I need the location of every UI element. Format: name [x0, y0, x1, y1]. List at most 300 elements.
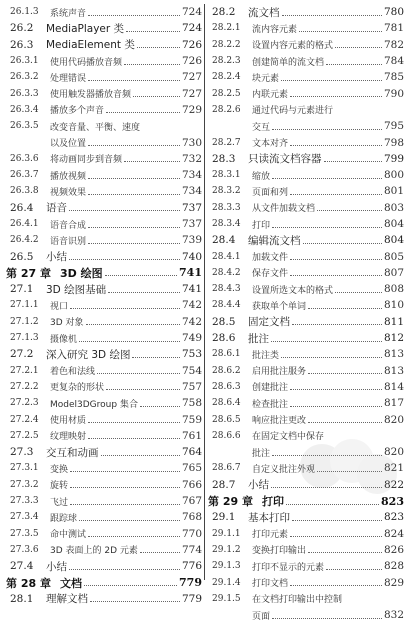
toc-page-number: 804: [383, 218, 404, 230]
toc-entry-title: MediaPlayer 类: [46, 22, 125, 35]
toc-page-number: 813: [383, 348, 404, 361]
toc-dot-leader: [69, 569, 180, 570]
toc-entry-number: 28.2.5: [212, 88, 241, 99]
toc-dot-leader: [70, 308, 180, 309]
toc-subsection-entry: [208, 558, 404, 574]
toc-page-number: 779: [181, 592, 202, 605]
toc-page-number: 741: [181, 283, 202, 296]
toc-page-number: 741: [179, 266, 202, 280]
toc-subsection-entry: [6, 183, 202, 199]
toc-dot-leader: [271, 341, 382, 342]
toc-entry-title: 3D 绘图基础: [46, 283, 107, 296]
toc-dot-leader: [88, 536, 180, 537]
toc-dot-leader: [272, 178, 382, 179]
toc-entry-number: 28.4: [212, 234, 236, 247]
toc-entry-title: 打印: [262, 495, 284, 509]
toc-subsection-entry: [208, 346, 404, 362]
toc-dot-leader: [70, 471, 180, 472]
toc-entry-title: 改变音量、平衡、速度: [50, 122, 141, 133]
toc-page-number: 804: [383, 234, 404, 247]
toc-dot-leader: [272, 455, 382, 456]
toc-entry-title: 自定义批注外观: [252, 464, 316, 475]
toc-entry-number: 28.2.2: [212, 39, 241, 50]
toc-page-number: 813: [383, 364, 404, 377]
toc-entry-number: 27.3: [10, 446, 34, 459]
toc-entry-title: 3D 表面上的 2D 元素: [50, 546, 138, 557]
toc-page-number: 737: [181, 218, 202, 230]
toc-entry-title: 块元素: [252, 73, 280, 84]
toc-chapter-entry: [208, 493, 404, 509]
toc-entry-title: 在固定文档中保存: [252, 432, 325, 443]
toc-subsection-entry: [208, 428, 404, 444]
toc-subsection-entry: [6, 526, 202, 542]
toc-page-number: 726: [181, 55, 202, 68]
toc-entry-number: 27.4: [10, 560, 34, 573]
toc-page-number: 734: [181, 169, 202, 182]
toc-section-entry: [6, 20, 202, 36]
toc-subsection-entry: [6, 542, 202, 558]
toc-subsection-entry: [208, 167, 404, 183]
toc-entry-title: 命中测试: [50, 530, 87, 541]
toc-dot-leader: [106, 389, 180, 390]
toc-page-number: 790: [383, 87, 404, 100]
toc-dot-leader: [317, 471, 382, 472]
toc-entry-number: 28.6.6: [212, 430, 241, 441]
toc-entry-number: 29.1.2: [212, 544, 241, 555]
toc-entry-number: 28.3.1: [212, 170, 241, 181]
toc-entry-title: 响应批注更改: [252, 416, 307, 427]
toc-section-entry: [208, 330, 404, 346]
toc-entry-number: 27.2: [10, 348, 34, 361]
toc-entry-number: 28.4.1: [212, 251, 241, 262]
toc-entry-number: 27.1.3: [10, 333, 39, 344]
toc-entry-number: 26.3.2: [10, 72, 39, 83]
toc-entry-number: 28.6.7: [212, 463, 241, 474]
toc-entry-number: 28.6.2: [212, 365, 241, 376]
toc-page-number: 810: [383, 299, 404, 312]
toc-entry-number: 26.3.6: [10, 153, 39, 164]
toc-entry-title: 加载文件: [252, 253, 289, 264]
toc-entry-title: 使用触发器播放音频: [50, 90, 132, 101]
toc-entry-title: 设置所选文本的格式: [252, 285, 334, 296]
toc-entry-title: 只读流文档容器: [248, 153, 322, 166]
toc-entry-number: 28.4.4: [212, 300, 241, 311]
toc-entry-number: 28.2.3: [212, 56, 241, 67]
toc-dot-leader: [335, 292, 382, 293]
toc-page-number: 766: [181, 478, 202, 491]
toc-page-number: 753: [181, 348, 202, 361]
toc-dot-leader: [88, 438, 180, 439]
toc-section-entry: [6, 444, 202, 460]
toc-page-number: 820: [383, 446, 404, 459]
toc-subsection-entry: [6, 151, 202, 167]
toc-page-number: 749: [181, 332, 202, 345]
toc-dot-leader: [308, 422, 382, 423]
toc-subsection-entry: [208, 216, 404, 232]
toc-page-number: 768: [181, 511, 202, 524]
toc-entry-number: 28.5: [212, 315, 236, 328]
toc-dot-leader: [88, 145, 180, 146]
toc-section-entry: [6, 281, 202, 297]
toc-entry-number: 28.6: [212, 332, 236, 345]
toc-dot-leader: [90, 601, 180, 602]
toc-subsection-entry: [6, 85, 202, 101]
toc-page-number: 822: [383, 478, 404, 491]
toc-subsection-entry: [208, 85, 404, 101]
toc-entry-title: 流内容元素: [252, 24, 298, 35]
toc-entry-title: 小结: [46, 251, 67, 264]
toc-page-number: 782: [383, 38, 404, 51]
toc-entry-title: 播放视频: [50, 171, 87, 182]
toc-entry-number: 第 28 章: [6, 576, 51, 590]
toc-section-entry: [208, 477, 404, 493]
toc-entry-title: 纹理映射: [50, 432, 87, 443]
toc-subsection-entry: [6, 428, 202, 444]
toc-dot-leader: [137, 47, 180, 48]
toc-dot-leader: [282, 15, 382, 16]
toc-entry-title: 将动画同步到音频: [50, 155, 123, 166]
toc-page-number: 737: [181, 201, 202, 214]
toc-entry-number: 29.1: [212, 511, 236, 524]
toc-section-entry: [208, 4, 404, 20]
toc-page-number: 767: [181, 495, 202, 508]
toc-entry-title: 启用批注服务: [252, 367, 307, 378]
toc-page-number: 740: [181, 250, 202, 263]
toc-entry-title: Model3DGroup 集合: [50, 399, 138, 410]
toc-entry-number: 26.3: [10, 38, 34, 51]
toc-entry-number: 26.3.5: [10, 121, 39, 132]
toc-dot-leader: [101, 455, 180, 456]
toc-dot-leader: [326, 569, 382, 570]
toc-page-number: 734: [181, 185, 202, 198]
toc-page-number: 795: [383, 120, 404, 133]
toc-page-number: 729: [181, 103, 202, 116]
toc-dot-leader: [290, 536, 382, 537]
toc-subsection-entry: [208, 37, 404, 53]
toc-entry-title: 固定文档: [248, 316, 290, 329]
toc-entry-title: 理解文档: [46, 593, 88, 606]
toc-entry-title: 语音: [46, 202, 67, 215]
toc-subsection-entry: [208, 53, 404, 69]
toc-dot-leader: [308, 308, 382, 309]
toc-subsection-entry: [6, 493, 202, 509]
toc-dot-leader: [88, 194, 180, 195]
toc-entry-number: 28.4.3: [212, 284, 241, 295]
toc-dot-leader: [88, 227, 180, 228]
toc-entry-title: 交互: [252, 122, 271, 133]
toc-entry-title: 小结: [46, 560, 67, 573]
toc-dot-leader: [272, 618, 382, 619]
toc-section-entry: [6, 200, 202, 216]
toc-dot-leader: [88, 80, 180, 81]
toc-page-number: 820: [383, 413, 404, 426]
toc-entry-number: 27.3.4: [10, 512, 39, 523]
toc-dot-leader: [133, 96, 180, 97]
toc-entry-number: 26.4.1: [10, 219, 39, 229]
toc-entry-title: 飞过: [50, 497, 69, 508]
toc-entry-title: 3D 对象: [50, 318, 84, 329]
toc-dot-leader: [281, 357, 382, 358]
toc-entry-number: 29.1.5: [212, 593, 241, 604]
toc-page-number: 739: [181, 234, 202, 247]
toc-page-number: 823: [383, 511, 404, 524]
toc-dot-leader: [272, 227, 382, 228]
toc-entry-title: 以及位置: [50, 139, 87, 150]
toc-entry-title: 文本对齐: [252, 139, 289, 150]
toc-page-number: 803: [383, 201, 404, 214]
toc-subsection-entry: [208, 118, 404, 134]
toc-subsection-entry: [6, 134, 202, 150]
toc-section-entry: [6, 346, 202, 362]
toc-entry-title: 批注: [252, 448, 271, 459]
toc-subsection-entry: [208, 444, 404, 460]
toc-page-number: 757: [181, 380, 202, 393]
toc-subsection-entry: [6, 509, 202, 525]
toc-entry-number: 28.4.2: [212, 267, 241, 278]
toc-entry-number: 28.3.4: [212, 219, 241, 229]
toc-subsection-entry: [6, 395, 202, 411]
toc-dot-leader: [70, 487, 180, 488]
toc-page-number: 781: [383, 22, 404, 35]
toc-page-number: 829: [383, 576, 404, 589]
toc-entry-title: 语音识别: [50, 236, 87, 247]
toc-entry-title: 打印文档: [252, 579, 289, 590]
toc-entry-title: 页面和列: [252, 187, 289, 198]
toc-dot-leader: [317, 210, 382, 211]
toc-dot-leader: [84, 585, 177, 586]
toc-entry-number: 27.2.1: [10, 365, 39, 376]
toc-entry-title: 摄像机: [50, 334, 78, 345]
toc-page-number: 770: [181, 527, 202, 540]
toc-entry-title: 页面: [252, 611, 271, 622]
toc-section-entry: [208, 314, 404, 330]
toc-page-number: 732: [181, 152, 202, 165]
toc-dot-leader: [290, 145, 382, 146]
toc-section-entry: [6, 248, 202, 264]
toc-entry-number: 27.3.1: [10, 463, 39, 474]
toc-entry-number: 28.2.6: [212, 104, 241, 115]
toc-dot-leader: [79, 520, 180, 521]
toc-dot-leader: [290, 259, 382, 260]
toc-page-number: 779: [179, 576, 202, 590]
toc-entry-number: 26.3.4: [10, 104, 39, 115]
toc-dot-leader: [132, 357, 180, 358]
toc-page-number: 808: [383, 283, 404, 296]
toc-dot-leader: [86, 324, 180, 325]
toc-dot-leader: [271, 487, 382, 488]
toc-dot-leader: [140, 406, 180, 407]
toc-entry-title: 获取单个单词: [252, 301, 307, 312]
toc-dot-leader: [69, 259, 180, 260]
column-divider: [204, 4, 205, 580]
toc-page-number: 742: [181, 315, 202, 328]
toc-entry-title: 语音合成: [50, 220, 87, 231]
toc-entry-number: 28.2.1: [212, 23, 241, 34]
toc-entry-number: 27.2.3: [10, 398, 39, 409]
toc-subsection-entry: [208, 460, 404, 476]
toc-dot-leader: [140, 552, 180, 553]
toc-entry-title: 批注类: [252, 350, 280, 361]
toc-subsection-entry: [208, 281, 404, 297]
toc-page-number: 817: [383, 397, 404, 410]
toc-dot-leader: [69, 210, 180, 211]
toc-dot-leader: [88, 422, 180, 423]
toc-page-number: 785: [383, 71, 404, 84]
toc-dot-leader: [290, 275, 382, 276]
toc-entry-title: 处理错误: [50, 73, 87, 84]
toc-subsection-entry: [208, 200, 404, 216]
toc-page-number: 801: [383, 185, 404, 198]
toc-section-entry: [6, 37, 202, 53]
toc-dot-leader: [299, 31, 382, 32]
toc-entry-number: 28.1: [10, 592, 34, 605]
toc-subsection-entry: [6, 314, 202, 330]
toc-entry-title: 批注: [248, 332, 269, 345]
toc-entry-number: 29.1.4: [212, 577, 241, 588]
toc-entry-number: 26.3.1: [10, 56, 39, 67]
toc-subsection-entry: [6, 118, 202, 134]
toc-entry-number: 第 27 章: [6, 266, 51, 280]
toc-entry-title: MediaElement 类: [46, 39, 135, 52]
toc-subsection-entry: [208, 363, 404, 379]
toc-dot-leader: [108, 292, 180, 293]
toc-dot-leader: [124, 161, 180, 162]
toc-entry-number: 26.5: [10, 250, 34, 263]
toc-page-number: 823: [381, 494, 404, 508]
toc-section-entry: [208, 509, 404, 525]
toc-entry-title: 从文件加载文档: [252, 204, 316, 215]
toc-dot-leader: [290, 585, 382, 586]
toc-dot-leader: [124, 64, 180, 65]
toc-dot-leader: [292, 324, 382, 325]
toc-subsection-entry: [6, 330, 202, 346]
toc-entry-title: 播放多个声音: [50, 106, 105, 117]
toc-subsection-entry: [208, 574, 404, 590]
toc-chapter-entry: [6, 574, 202, 590]
toc-subsection-entry: [208, 379, 404, 395]
toc-subsection-entry: [208, 20, 404, 36]
toc-page-number: 724: [181, 6, 202, 19]
toc-entry-number: 28.6.5: [212, 414, 241, 425]
toc-subsection-entry: [6, 69, 202, 85]
toc-page-number: 800: [383, 169, 404, 182]
toc-entry-number: 28.6.1: [212, 349, 241, 360]
toc-dot-leader: [97, 373, 180, 374]
toc-dot-leader: [105, 275, 177, 276]
toc-subsection-entry: [6, 232, 202, 248]
toc-entry-number: 28.2.7: [212, 137, 241, 148]
toc-subsection-entry: [6, 4, 202, 20]
toc-entry-number: 29.1.3: [212, 561, 241, 572]
toc-dot-leader: [326, 64, 382, 65]
toc-entry-title: 深入研究 3D 绘图: [46, 348, 131, 361]
toc-entry-number: 29.1.1: [212, 528, 241, 539]
toc-entry-number: 26.4: [10, 201, 34, 214]
toc-entry-title: 打印元素: [252, 530, 289, 541]
toc-entry-number: 27.1: [10, 283, 34, 296]
toc-entry-number: 28.2.4: [212, 72, 241, 83]
toc-page-number: 776: [181, 560, 202, 573]
toc-subsection-entry: [208, 69, 404, 85]
toc-chapter-entry: [6, 265, 202, 281]
toc-dot-leader: [88, 243, 180, 244]
toc-entry-title: 缩放: [252, 171, 271, 182]
toc-subsection-entry: [208, 591, 404, 607]
toc-entry-number: 27.3.5: [10, 528, 39, 539]
toc-page-number: 824: [383, 527, 404, 540]
toc-page-number: 774: [181, 543, 202, 556]
toc-dot-leader: [106, 112, 180, 113]
toc-entry-title: 基本打印: [248, 511, 290, 524]
toc-page-number: 798: [383, 136, 404, 149]
toc-entry-number: 27.1.2: [10, 316, 39, 327]
toc-entry-number: 28.3.3: [212, 202, 241, 213]
toc-entry-title: 编辑流文档: [248, 234, 301, 247]
toc-entry-number: 26.3.7: [10, 170, 39, 181]
toc-entry-title: 文档: [60, 576, 82, 590]
toc-entry-title: 交互和动画: [46, 446, 99, 459]
toc-entry-number: 28.6.3: [212, 381, 241, 392]
toc-subsection-entry: [208, 411, 404, 427]
toc-page-number: 812: [383, 332, 404, 345]
toc-entry-title: 跟踪球: [50, 513, 78, 524]
toc-entry-title: 使用代码播放音频: [50, 57, 123, 68]
toc-left-column: [6, 4, 202, 607]
toc-dot-leader: [308, 552, 382, 553]
toc-subsection-entry: [6, 216, 202, 232]
toc-entry-title: 保存文件: [252, 269, 289, 280]
toc-dot-leader: [272, 129, 382, 130]
toc-entry-title: 3D 绘图: [60, 266, 103, 280]
toc-entry-number: 27.2.4: [10, 414, 39, 425]
toc-entry-number: 28.3.2: [212, 186, 241, 197]
toc-page-number: 821: [383, 462, 404, 475]
toc-page-number: 727: [181, 71, 202, 84]
toc-entry-title: 打印不显示的元素: [252, 562, 325, 573]
toc-subsection-entry: [208, 265, 404, 281]
toc-entry-number: 26.3.3: [10, 88, 39, 99]
toc-entry-number: 26.1.3: [10, 7, 39, 18]
toc-page-number: 805: [383, 250, 404, 263]
toc-dot-leader: [290, 389, 382, 390]
toc-section-entry: [6, 558, 202, 574]
toc-entry-number: 26.2: [10, 22, 34, 35]
toc-subsection-entry: [6, 411, 202, 427]
toc-page-number: 730: [181, 136, 202, 149]
toc-entry-title: 流文档: [248, 6, 280, 19]
toc-page-number: 780: [383, 6, 404, 19]
toc-subsection-entry: [208, 395, 404, 411]
toc-dot-leader: [290, 406, 382, 407]
toc-subsection-entry: [208, 183, 404, 199]
toc-entry-number: 28.6.4: [212, 398, 241, 409]
toc-entry-title: 设置内容元素的格式: [252, 41, 334, 52]
toc-page-number: 758: [181, 397, 202, 410]
toc-subsection-entry: [208, 134, 404, 150]
toc-page-number: 742: [181, 299, 202, 312]
toc-page-number: 727: [181, 87, 202, 100]
toc-dot-leader: [290, 194, 382, 195]
toc-dot-leader: [290, 96, 382, 97]
toc-section-entry: [208, 151, 404, 167]
toc-entry-title: 创建批注: [252, 383, 289, 394]
toc-page-number: 807: [383, 266, 404, 279]
toc-subsection-entry: [208, 102, 404, 118]
toc-entry-number: 28.2: [212, 6, 236, 19]
toc-subsection-entry: [208, 248, 404, 264]
toc-entry-title: 视口: [50, 301, 69, 312]
toc-entry-number: 28.3: [212, 152, 236, 165]
